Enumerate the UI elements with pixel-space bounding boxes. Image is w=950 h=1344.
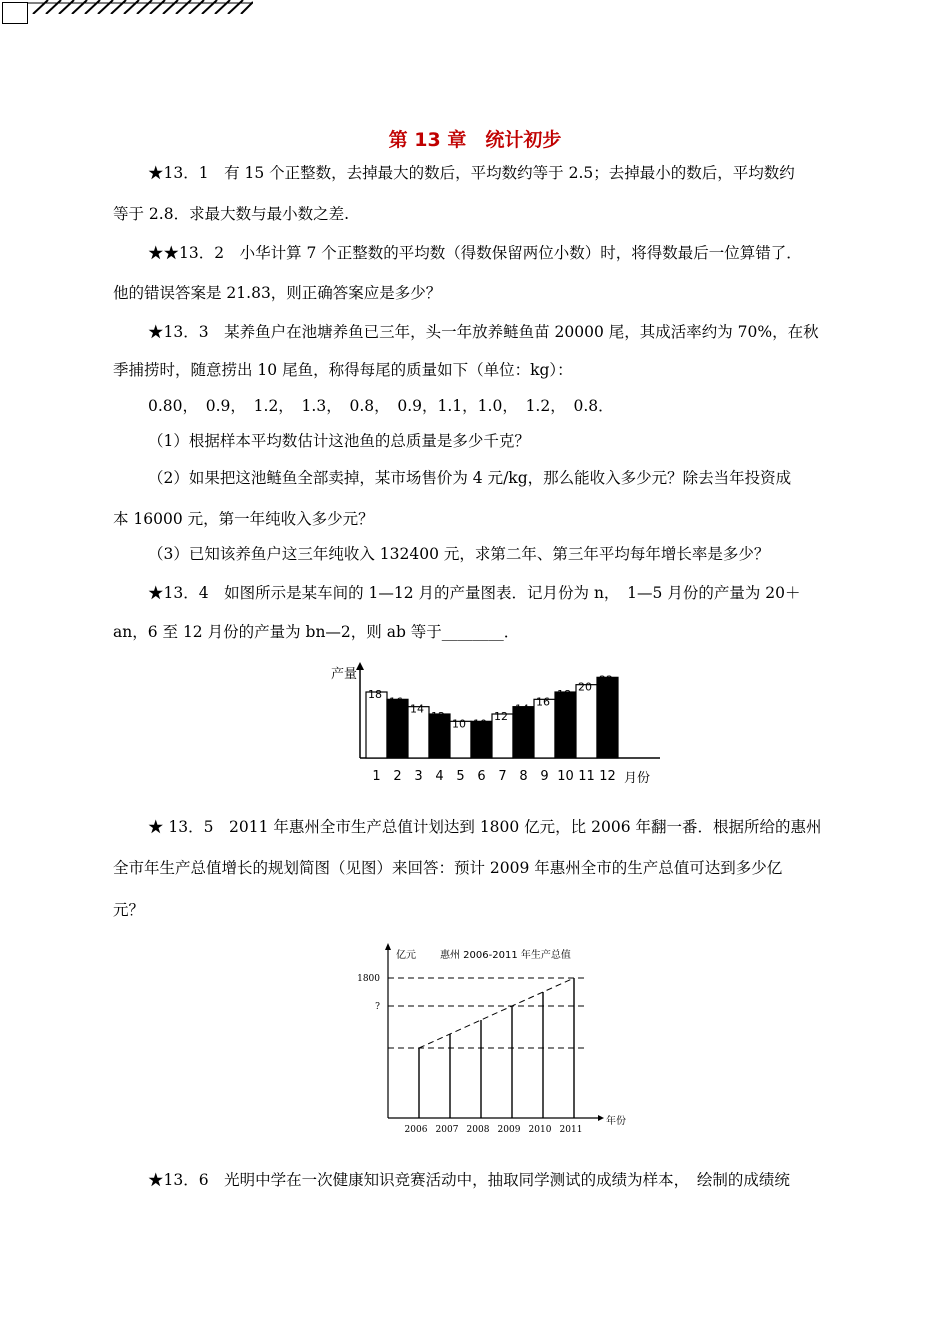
- problem-13-2-line-1: ★★13．2 小华计算 7 个正整数的平均数（得数保留两位小数）时，将得数最后一位算错了．: [148, 244, 802, 262]
- bar-11: [576, 685, 597, 758]
- header-decoration: [28, 0, 253, 14]
- tick-label-2: 2: [393, 769, 402, 784]
- data-label-8: 14: [515, 702, 529, 716]
- trend-line: [419, 978, 574, 1048]
- tick-label-2010: 2010: [528, 1125, 552, 1135]
- tick-label-2009: 2009: [497, 1125, 521, 1135]
- tick-label-4: 4: [435, 769, 444, 784]
- tick-label-1: 1: [372, 769, 381, 784]
- tick-label-3: 3: [414, 769, 423, 784]
- data-label-7: 12: [494, 710, 508, 723]
- problem-13-3-line-1: ★13．3 某养鱼户在池塘养鱼已三年，头一年放养鲢鱼苗 20000 尾，其成活率约为 70%，在秋: [148, 323, 819, 341]
- x-axis-label: 年份: [606, 1116, 626, 1127]
- data-label-4: 12: [431, 710, 445, 723]
- tick-label-6: 6: [477, 769, 486, 784]
- data-label-10: 18: [557, 688, 571, 701]
- data-label-3: 14: [410, 702, 424, 716]
- bar-1: [366, 692, 387, 758]
- chart-title: 惠州 2006-2011 年生产总值: [440, 950, 571, 961]
- y-axis-arrow: [385, 943, 391, 950]
- problem-13-3-q3: （3）已知该养鱼户这三年纯收入 132400 元，求第二年、第三年平均每年增长率是多少？: [148, 545, 770, 563]
- tick-label-10: 10: [557, 769, 574, 784]
- tick-label-11: 11: [578, 769, 595, 784]
- y-axis-arrow: [356, 662, 364, 670]
- tick-label-5: 5: [456, 769, 465, 784]
- problem-13-1-line-1: ★13．1 有 15 个正整数，去掉最大的数后，平均数约等于 2.5；去掉最小的数后，平均数约: [148, 164, 795, 182]
- problem-13-2-line-2: 他的错误答案是 21.83，则正确答案应是多少？: [113, 284, 442, 302]
- corner-box: [2, 2, 28, 24]
- y-axis-label: 产量: [331, 667, 358, 682]
- data-label-9: 16: [536, 695, 550, 709]
- problem-13-5-line-1: ★ 13．5 2011 年惠州全市生产总值计划达到 1800 亿元，比 2006 年翻一番．根据所给的惠州: [148, 818, 822, 836]
- x-axis-arrow: [598, 1115, 604, 1121]
- data-label-5: 10: [452, 717, 466, 731]
- production-chart: [325, 660, 660, 790]
- problem-13-1-line-2: 等于 2.8．求最大数与最小数之差.: [113, 205, 350, 223]
- problem-13-4-line-1: ★13．4 如图所示是某车间的 1—12 月的产量图表．记月份为 n， 1—5 月份的产量为 20＋: [148, 584, 801, 602]
- tick-label-2011: 2011: [559, 1125, 583, 1135]
- tick-label-2006: 2006: [404, 1125, 428, 1135]
- tick-label-12: 12: [599, 769, 616, 784]
- problem-13-3-q2-line-1: （2）如果把这池鲢鱼全部卖掉，某市场售价为 4 元/kg，那么能收入多少元？除去当年投资成: [148, 469, 792, 487]
- problem-13-3-data: 0.80， 0.9， 1.2， 1.3， 0.8， 0.9，1.1，1.0， 1.2， 0.8．: [148, 397, 614, 415]
- y-axis-label: 亿元: [396, 950, 416, 961]
- problem-13-3-q1: （1）根据样本平均数估计这池鱼的总质量是多少千克？: [148, 432, 530, 450]
- tick-label-8: 8: [519, 769, 528, 784]
- data-label-11: 20: [578, 680, 592, 694]
- bar-10: [555, 692, 576, 758]
- data-label-6: 10: [473, 717, 487, 731]
- y-tick-label-1: ?: [375, 1002, 380, 1012]
- problem-13-3-q2-line-2: 本 16000 元，第一年纯收入多少元？: [113, 510, 374, 528]
- tick-label-7: 7: [498, 769, 507, 784]
- bar-12: [597, 677, 618, 758]
- problem-13-5-line-3: 元？: [113, 901, 145, 919]
- tick-label-2007: 2007: [435, 1125, 459, 1135]
- data-label-12: 22: [599, 673, 613, 687]
- gdp-chart: [350, 940, 640, 1140]
- problem-13-5-line-2: 全市年生产总值增长的规划简图（见图）来回答：预计 2009 年惠州全市的生产总值可达到多少亿: [113, 859, 783, 877]
- page-title: 第 13 章 统计初步: [388, 129, 562, 151]
- problem-13-3-line-2: 季捕捞时，随意捞出 10 尾鱼，称得每尾的质量如下（单位：kg）：: [113, 361, 573, 379]
- data-label-2: 16: [389, 695, 403, 709]
- tick-label-2008: 2008: [466, 1125, 490, 1135]
- y-tick-label-0: 1800: [357, 974, 380, 984]
- x-axis-label: 月份: [624, 771, 651, 786]
- problem-13-4-line-2: an，6 至 12 月份的产量为 bn—2，则 ab 等于________．: [113, 623, 520, 641]
- tick-label-9: 9: [540, 769, 549, 784]
- problem-13-6-line-1: ★13．6 光明中学在一次健康知识竞赛活动中，抽取同学测试的成绩为样本， 绘制的成绩统: [148, 1171, 790, 1189]
- data-label-1: 18: [368, 688, 382, 701]
